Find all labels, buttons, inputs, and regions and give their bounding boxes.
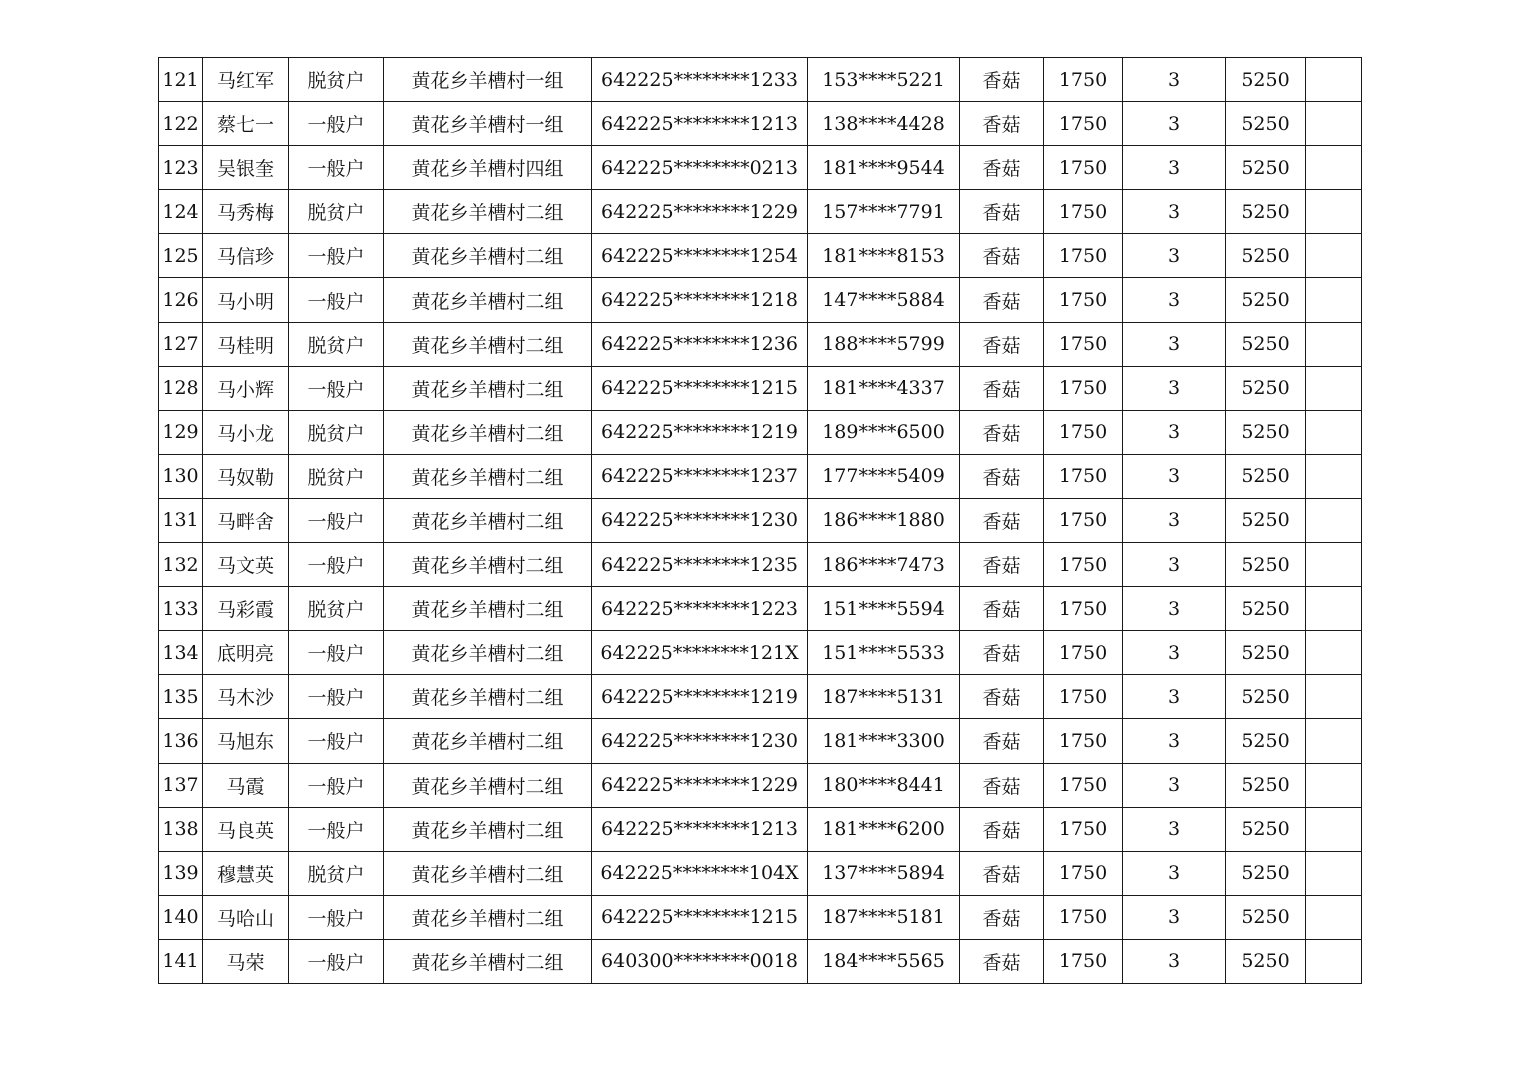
remarks-cell xyxy=(1306,58,1362,102)
phone-cell: 137****5894 xyxy=(808,851,960,895)
remarks-cell xyxy=(1306,719,1362,763)
quantity-cell: 3 xyxy=(1123,410,1226,454)
amount-cell: 5250 xyxy=(1226,454,1306,498)
phone-cell: 187****5131 xyxy=(808,675,960,719)
name-cell: 马旭东 xyxy=(203,719,289,763)
name-cell: 马秀梅 xyxy=(203,190,289,234)
crop-cell: 香菇 xyxy=(960,278,1044,322)
household-type-cell: 脱贫户 xyxy=(289,587,384,631)
remarks-cell xyxy=(1306,939,1362,983)
unit-price-cell: 1750 xyxy=(1044,587,1123,631)
table-row xyxy=(159,939,1362,983)
row-number-cell: 141 xyxy=(159,939,203,983)
table-row xyxy=(159,719,1362,763)
remarks-cell xyxy=(1306,146,1362,190)
quantity-cell: 3 xyxy=(1123,807,1226,851)
phone-cell: 184****5565 xyxy=(808,939,960,983)
quantity-cell: 3 xyxy=(1123,631,1226,675)
id-number-cell: 642225********1215 xyxy=(592,895,808,939)
name-cell: 吴银奎 xyxy=(203,146,289,190)
table-row xyxy=(159,146,1362,190)
name-cell: 穆慧英 xyxy=(203,851,289,895)
address-cell: 黄花乡羊槽村一组 xyxy=(384,102,592,146)
quantity-cell: 3 xyxy=(1123,675,1226,719)
name-cell: 马奴勒 xyxy=(203,454,289,498)
table-row xyxy=(159,278,1362,322)
name-cell: 马荣 xyxy=(203,939,289,983)
id-number-cell: 642225********0213 xyxy=(592,146,808,190)
amount-cell: 5250 xyxy=(1226,366,1306,410)
row-number-cell: 127 xyxy=(159,322,203,366)
phone-cell: 186****7473 xyxy=(808,543,960,587)
remarks-cell xyxy=(1306,322,1362,366)
address-cell: 黄花乡羊槽村二组 xyxy=(384,895,592,939)
remarks-cell xyxy=(1306,366,1362,410)
row-number-cell: 140 xyxy=(159,895,203,939)
household-type-cell: 脱贫户 xyxy=(289,410,384,454)
table-row xyxy=(159,102,1362,146)
unit-price-cell: 1750 xyxy=(1044,146,1123,190)
amount-cell: 5250 xyxy=(1226,587,1306,631)
phone-cell: 186****1880 xyxy=(808,498,960,542)
household-type-cell: 脱贫户 xyxy=(289,58,384,102)
crop-cell: 香菇 xyxy=(960,807,1044,851)
crop-cell: 香菇 xyxy=(960,895,1044,939)
row-number-cell: 122 xyxy=(159,102,203,146)
row-number-cell: 123 xyxy=(159,146,203,190)
household-type-cell: 一般户 xyxy=(289,234,384,278)
id-number-cell: 642225********1230 xyxy=(592,498,808,542)
name-cell: 马霞 xyxy=(203,763,289,807)
household-type-cell: 一般户 xyxy=(289,278,384,322)
row-number-cell: 137 xyxy=(159,763,203,807)
phone-cell: 187****5181 xyxy=(808,895,960,939)
phone-cell: 151****5533 xyxy=(808,631,960,675)
amount-cell: 5250 xyxy=(1226,631,1306,675)
crop-cell: 香菇 xyxy=(960,719,1044,763)
remarks-cell xyxy=(1306,190,1362,234)
id-number-cell: 642225********1223 xyxy=(592,587,808,631)
table-row xyxy=(159,366,1362,410)
address-cell: 黄花乡羊槽村二组 xyxy=(384,543,592,587)
amount-cell: 5250 xyxy=(1226,58,1306,102)
row-number-cell: 135 xyxy=(159,675,203,719)
unit-price-cell: 1750 xyxy=(1044,102,1123,146)
remarks-cell xyxy=(1306,454,1362,498)
amount-cell: 5250 xyxy=(1226,278,1306,322)
address-cell: 黄花乡羊槽村二组 xyxy=(384,278,592,322)
address-cell: 黄花乡羊槽村二组 xyxy=(384,454,592,498)
quantity-cell: 3 xyxy=(1123,190,1226,234)
unit-price-cell: 1750 xyxy=(1044,719,1123,763)
crop-cell: 香菇 xyxy=(960,146,1044,190)
id-number-cell: 642225********1236 xyxy=(592,322,808,366)
crop-cell: 香菇 xyxy=(960,322,1044,366)
data-table xyxy=(158,57,1362,984)
unit-price-cell: 1750 xyxy=(1044,631,1123,675)
address-cell: 黄花乡羊槽村二组 xyxy=(384,587,592,631)
table-row xyxy=(159,631,1362,675)
phone-cell: 153****5221 xyxy=(808,58,960,102)
table-row xyxy=(159,234,1362,278)
remarks-cell xyxy=(1306,763,1362,807)
crop-cell: 香菇 xyxy=(960,58,1044,102)
amount-cell: 5250 xyxy=(1226,102,1306,146)
household-type-cell: 一般户 xyxy=(289,675,384,719)
remarks-cell xyxy=(1306,675,1362,719)
amount-cell: 5250 xyxy=(1226,763,1306,807)
id-number-cell: 640300********0018 xyxy=(592,939,808,983)
address-cell: 黄花乡羊槽村二组 xyxy=(384,851,592,895)
quantity-cell: 3 xyxy=(1123,58,1226,102)
address-cell: 黄花乡羊槽村二组 xyxy=(384,719,592,763)
id-number-cell: 642225********1219 xyxy=(592,410,808,454)
id-number-cell: 642225********1229 xyxy=(592,190,808,234)
crop-cell: 香菇 xyxy=(960,234,1044,278)
table-row xyxy=(159,322,1362,366)
name-cell: 马文英 xyxy=(203,543,289,587)
remarks-cell xyxy=(1306,234,1362,278)
crop-cell: 香菇 xyxy=(960,587,1044,631)
name-cell: 马桂明 xyxy=(203,322,289,366)
table-body xyxy=(159,58,1362,984)
table-row xyxy=(159,807,1362,851)
id-number-cell: 642225********1215 xyxy=(592,366,808,410)
amount-cell: 5250 xyxy=(1226,675,1306,719)
phone-cell: 189****6500 xyxy=(808,410,960,454)
address-cell: 黄花乡羊槽村二组 xyxy=(384,190,592,234)
household-type-cell: 脱贫户 xyxy=(289,851,384,895)
row-number-cell: 131 xyxy=(159,498,203,542)
remarks-cell xyxy=(1306,543,1362,587)
quantity-cell: 3 xyxy=(1123,454,1226,498)
phone-cell: 177****5409 xyxy=(808,454,960,498)
amount-cell: 5250 xyxy=(1226,234,1306,278)
row-number-cell: 134 xyxy=(159,631,203,675)
table-row xyxy=(159,895,1362,939)
name-cell: 马小辉 xyxy=(203,366,289,410)
amount-cell: 5250 xyxy=(1226,322,1306,366)
unit-price-cell: 1750 xyxy=(1044,939,1123,983)
amount-cell: 5250 xyxy=(1226,410,1306,454)
row-number-cell: 139 xyxy=(159,851,203,895)
name-cell: 马良英 xyxy=(203,807,289,851)
quantity-cell: 3 xyxy=(1123,146,1226,190)
table-row xyxy=(159,410,1362,454)
unit-price-cell: 1750 xyxy=(1044,234,1123,278)
phone-cell: 181****4337 xyxy=(808,366,960,410)
quantity-cell: 3 xyxy=(1123,939,1226,983)
phone-cell: 151****5594 xyxy=(808,587,960,631)
household-type-cell: 一般户 xyxy=(289,895,384,939)
quantity-cell: 3 xyxy=(1123,498,1226,542)
phone-cell: 181****3300 xyxy=(808,719,960,763)
quantity-cell: 3 xyxy=(1123,322,1226,366)
address-cell: 黄花乡羊槽村二组 xyxy=(384,410,592,454)
quantity-cell: 3 xyxy=(1123,102,1226,146)
id-number-cell: 642225********1233 xyxy=(592,58,808,102)
household-type-cell: 脱贫户 xyxy=(289,190,384,234)
crop-cell: 香菇 xyxy=(960,939,1044,983)
quantity-cell: 3 xyxy=(1123,278,1226,322)
row-number-cell: 133 xyxy=(159,587,203,631)
quantity-cell: 3 xyxy=(1123,851,1226,895)
id-number-cell: 642225********1229 xyxy=(592,763,808,807)
address-cell: 黄花乡羊槽村二组 xyxy=(384,498,592,542)
crop-cell: 香菇 xyxy=(960,675,1044,719)
amount-cell: 5250 xyxy=(1226,146,1306,190)
row-number-cell: 130 xyxy=(159,454,203,498)
name-cell: 马彩霞 xyxy=(203,587,289,631)
crop-cell: 香菇 xyxy=(960,498,1044,542)
unit-price-cell: 1750 xyxy=(1044,763,1123,807)
phone-cell: 181****8153 xyxy=(808,234,960,278)
remarks-cell xyxy=(1306,102,1362,146)
remarks-cell xyxy=(1306,851,1362,895)
household-type-cell: 一般户 xyxy=(289,102,384,146)
id-number-cell: 642225********1230 xyxy=(592,719,808,763)
table-row xyxy=(159,675,1362,719)
phone-cell: 180****8441 xyxy=(808,763,960,807)
address-cell: 黄花乡羊槽村二组 xyxy=(384,807,592,851)
crop-cell: 香菇 xyxy=(960,190,1044,234)
remarks-cell xyxy=(1306,807,1362,851)
amount-cell: 5250 xyxy=(1226,719,1306,763)
unit-price-cell: 1750 xyxy=(1044,322,1123,366)
phone-cell: 181****6200 xyxy=(808,807,960,851)
unit-price-cell: 1750 xyxy=(1044,543,1123,587)
household-type-cell: 一般户 xyxy=(289,939,384,983)
household-type-cell: 脱贫户 xyxy=(289,454,384,498)
crop-cell: 香菇 xyxy=(960,851,1044,895)
table-row xyxy=(159,498,1362,542)
amount-cell: 5250 xyxy=(1226,543,1306,587)
id-number-cell: 642225********1218 xyxy=(592,278,808,322)
crop-cell: 香菇 xyxy=(960,631,1044,675)
address-cell: 黄花乡羊槽村四组 xyxy=(384,146,592,190)
household-type-cell: 一般户 xyxy=(289,146,384,190)
name-cell: 马哈山 xyxy=(203,895,289,939)
household-type-cell: 一般户 xyxy=(289,366,384,410)
id-number-cell: 642225********1219 xyxy=(592,675,808,719)
household-type-cell: 一般户 xyxy=(289,807,384,851)
name-cell: 蔡七一 xyxy=(203,102,289,146)
table-row xyxy=(159,58,1362,102)
table-row xyxy=(159,763,1362,807)
phone-cell: 147****5884 xyxy=(808,278,960,322)
address-cell: 黄花乡羊槽村二组 xyxy=(384,366,592,410)
quantity-cell: 3 xyxy=(1123,763,1226,807)
crop-cell: 香菇 xyxy=(960,366,1044,410)
id-number-cell: 642225********1213 xyxy=(592,102,808,146)
id-number-cell: 642225********1235 xyxy=(592,543,808,587)
quantity-cell: 3 xyxy=(1123,366,1226,410)
crop-cell: 香菇 xyxy=(960,102,1044,146)
address-cell: 黄花乡羊槽村一组 xyxy=(384,58,592,102)
household-type-cell: 一般户 xyxy=(289,719,384,763)
phone-cell: 157****7791 xyxy=(808,190,960,234)
crop-cell: 香菇 xyxy=(960,454,1044,498)
household-type-cell: 一般户 xyxy=(289,631,384,675)
crop-cell: 香菇 xyxy=(960,763,1044,807)
row-number-cell: 124 xyxy=(159,190,203,234)
table-row xyxy=(159,190,1362,234)
id-number-cell: 642225********1237 xyxy=(592,454,808,498)
amount-cell: 5250 xyxy=(1226,939,1306,983)
amount-cell: 5250 xyxy=(1226,190,1306,234)
unit-price-cell: 1750 xyxy=(1044,498,1123,542)
phone-cell: 188****5799 xyxy=(808,322,960,366)
unit-price-cell: 1750 xyxy=(1044,58,1123,102)
amount-cell: 5250 xyxy=(1226,895,1306,939)
name-cell: 马畔舍 xyxy=(203,498,289,542)
address-cell: 黄花乡羊槽村二组 xyxy=(384,763,592,807)
row-number-cell: 138 xyxy=(159,807,203,851)
id-number-cell: 642225********1213 xyxy=(592,807,808,851)
remarks-cell xyxy=(1306,498,1362,542)
id-number-cell: 642225********121X xyxy=(592,631,808,675)
amount-cell: 5250 xyxy=(1226,498,1306,542)
quantity-cell: 3 xyxy=(1123,895,1226,939)
unit-price-cell: 1750 xyxy=(1044,278,1123,322)
row-number-cell: 129 xyxy=(159,410,203,454)
name-cell: 底明亮 xyxy=(203,631,289,675)
amount-cell: 5250 xyxy=(1226,807,1306,851)
name-cell: 马信珍 xyxy=(203,234,289,278)
household-type-cell: 一般户 xyxy=(289,543,384,587)
remarks-cell xyxy=(1306,410,1362,454)
id-number-cell: 642225********104X xyxy=(592,851,808,895)
unit-price-cell: 1750 xyxy=(1044,190,1123,234)
household-type-cell: 一般户 xyxy=(289,498,384,542)
remarks-cell xyxy=(1306,895,1362,939)
row-number-cell: 125 xyxy=(159,234,203,278)
household-type-cell: 脱贫户 xyxy=(289,322,384,366)
remarks-cell xyxy=(1306,631,1362,675)
quantity-cell: 3 xyxy=(1123,543,1226,587)
name-cell: 马小明 xyxy=(203,278,289,322)
address-cell: 黄花乡羊槽村二组 xyxy=(384,322,592,366)
crop-cell: 香菇 xyxy=(960,543,1044,587)
address-cell: 黄花乡羊槽村二组 xyxy=(384,234,592,278)
unit-price-cell: 1750 xyxy=(1044,366,1123,410)
row-number-cell: 128 xyxy=(159,366,203,410)
id-number-cell: 642225********1254 xyxy=(592,234,808,278)
unit-price-cell: 1750 xyxy=(1044,675,1123,719)
crop-cell: 香菇 xyxy=(960,410,1044,454)
unit-price-cell: 1750 xyxy=(1044,454,1123,498)
unit-price-cell: 1750 xyxy=(1044,410,1123,454)
household-type-cell: 一般户 xyxy=(289,763,384,807)
unit-price-cell: 1750 xyxy=(1044,807,1123,851)
amount-cell: 5250 xyxy=(1226,851,1306,895)
remarks-cell xyxy=(1306,587,1362,631)
unit-price-cell: 1750 xyxy=(1044,851,1123,895)
quantity-cell: 3 xyxy=(1123,234,1226,278)
name-cell: 马红军 xyxy=(203,58,289,102)
quantity-cell: 3 xyxy=(1123,719,1226,763)
name-cell: 马小龙 xyxy=(203,410,289,454)
phone-cell: 181****9544 xyxy=(808,146,960,190)
unit-price-cell: 1750 xyxy=(1044,895,1123,939)
name-cell: 马木沙 xyxy=(203,675,289,719)
row-number-cell: 136 xyxy=(159,719,203,763)
table-row xyxy=(159,543,1362,587)
table-row xyxy=(159,587,1362,631)
row-number-cell: 126 xyxy=(159,278,203,322)
address-cell: 黄花乡羊槽村二组 xyxy=(384,631,592,675)
table-row xyxy=(159,851,1362,895)
table-row xyxy=(159,454,1362,498)
row-number-cell: 132 xyxy=(159,543,203,587)
quantity-cell: 3 xyxy=(1123,587,1226,631)
phone-cell: 138****4428 xyxy=(808,102,960,146)
remarks-cell xyxy=(1306,278,1362,322)
address-cell: 黄花乡羊槽村二组 xyxy=(384,939,592,983)
row-number-cell: 121 xyxy=(159,58,203,102)
address-cell: 黄花乡羊槽村二组 xyxy=(384,675,592,719)
